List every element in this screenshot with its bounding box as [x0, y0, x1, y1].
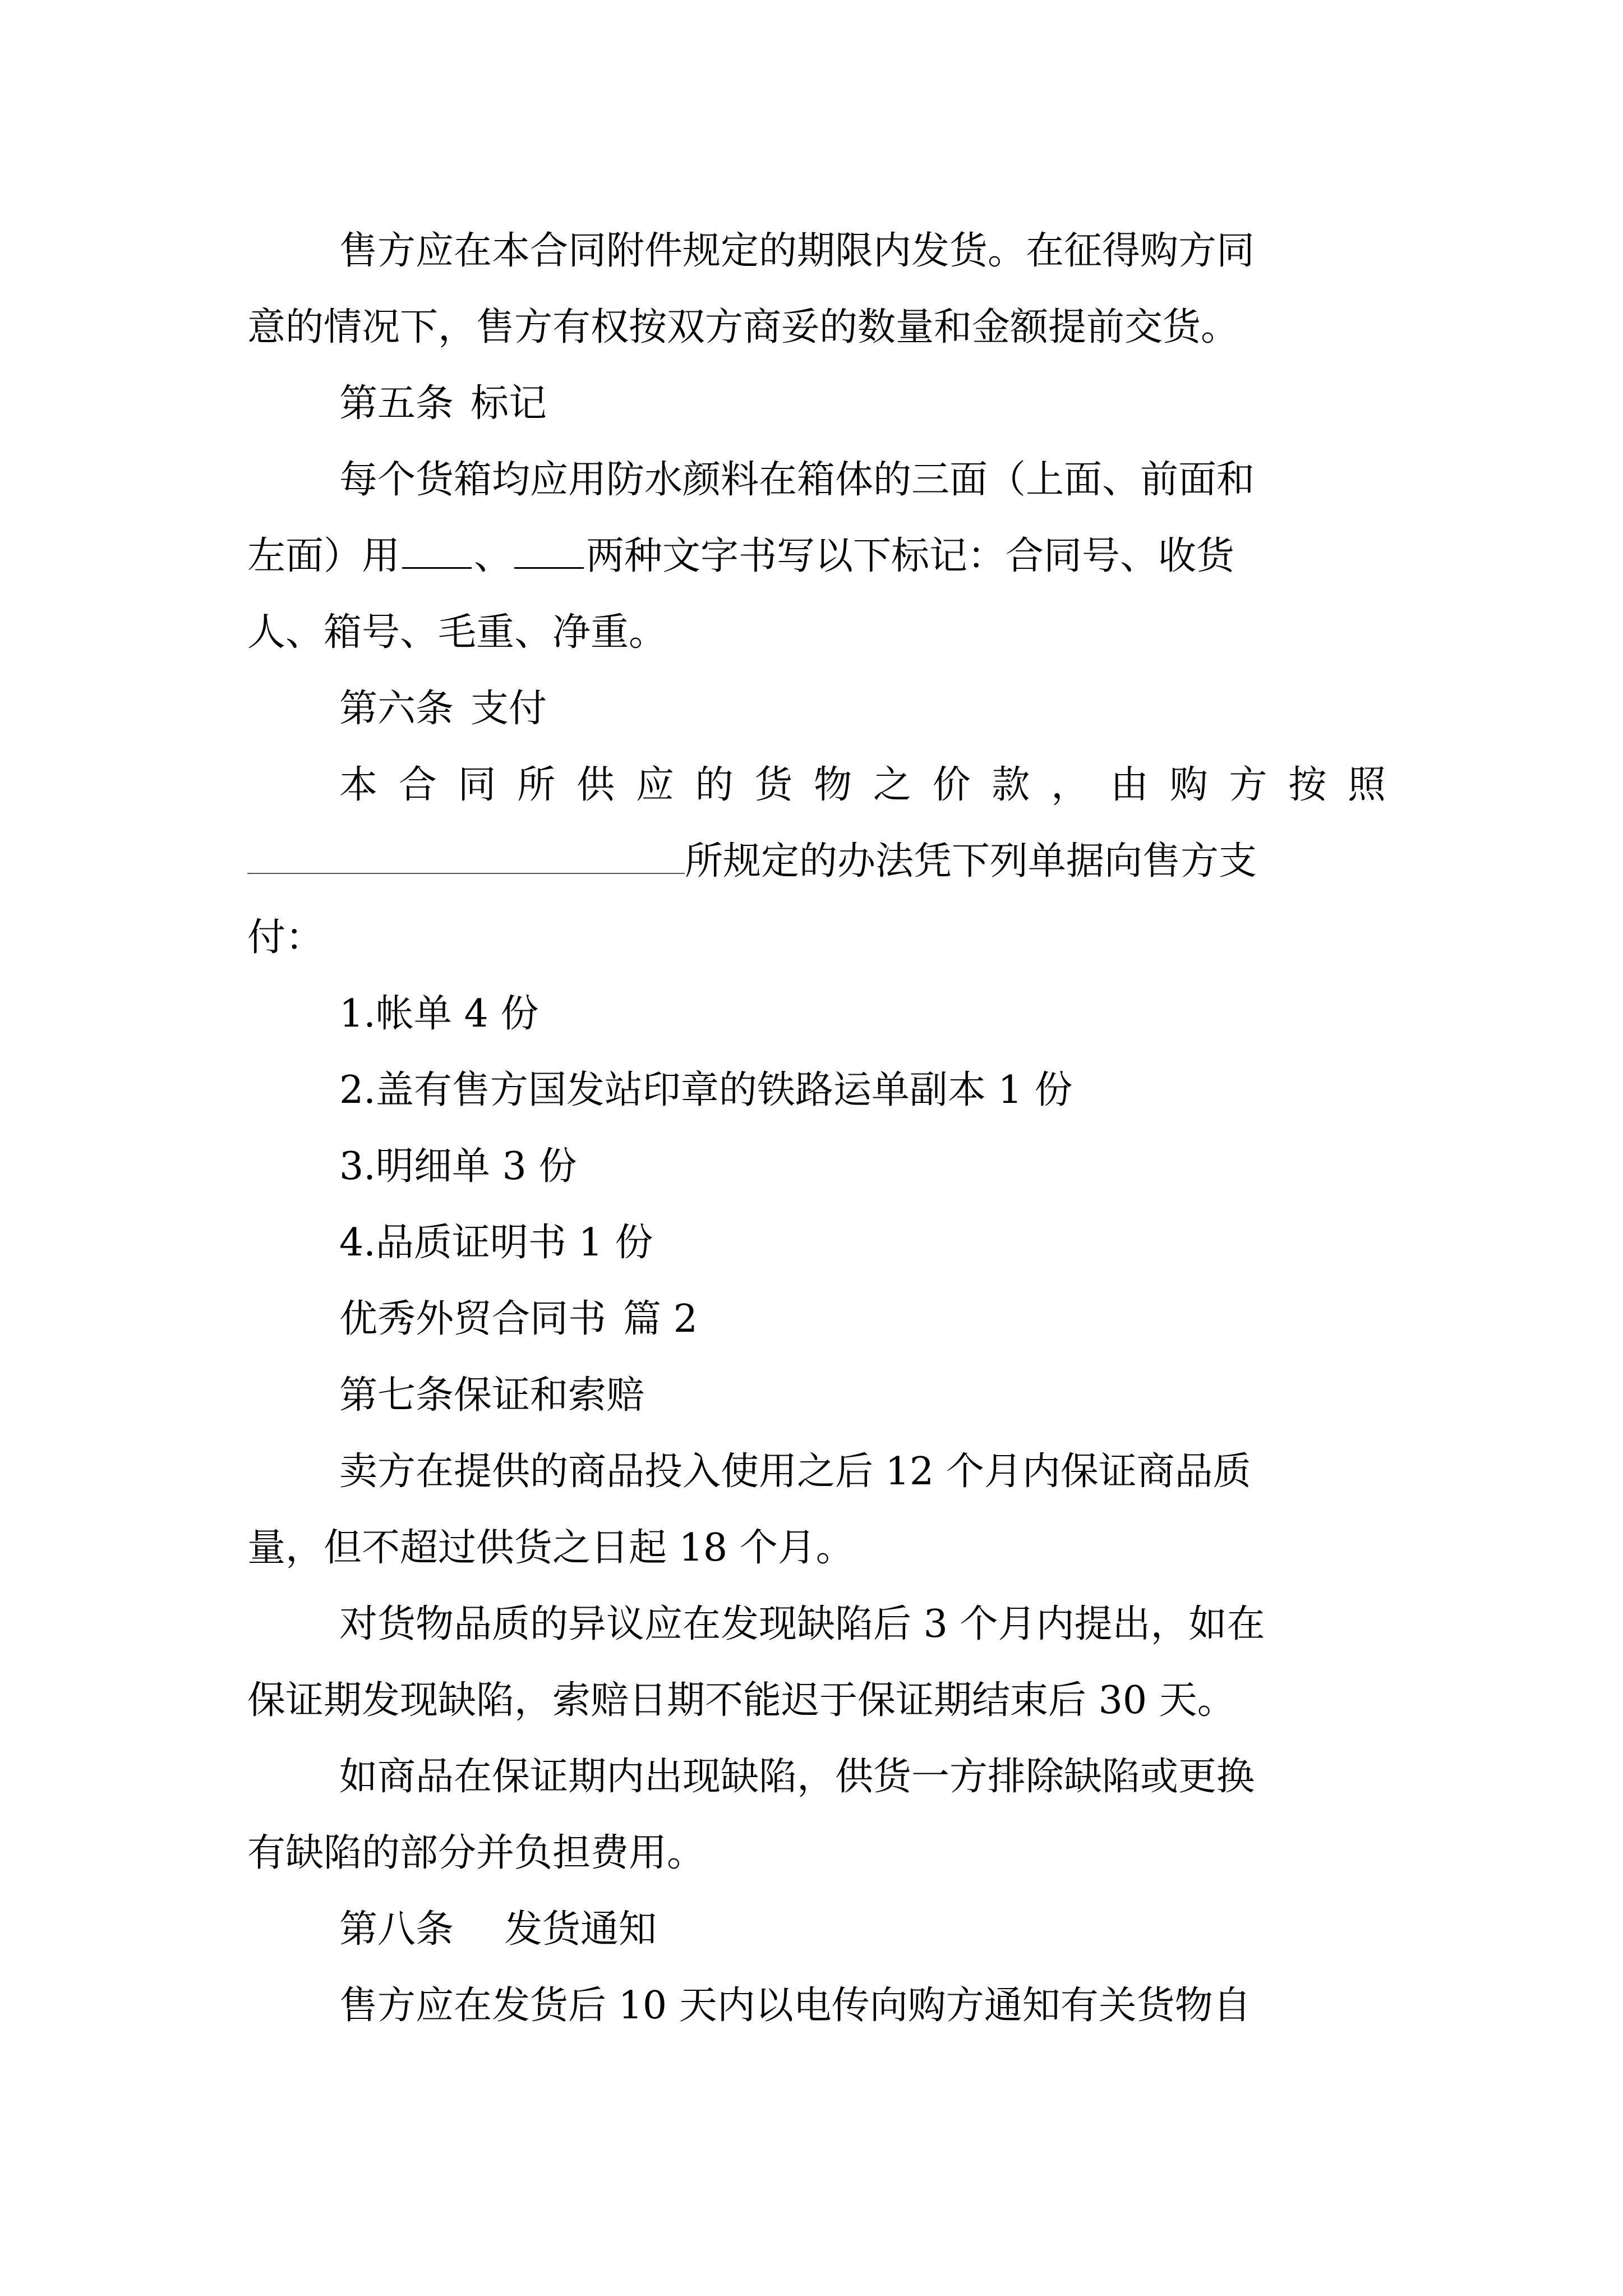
- paragraph-marking-line-1: 每个货箱均应用防水颜料在箱体的三面（上面、前面和: [339, 458, 1255, 502]
- marking-separator: 、: [474, 534, 513, 578]
- paragraph-defect-line-2: 有缺陷的部分并负担费用。: [247, 1831, 706, 1875]
- paragraph-payment-line-2: [247, 823, 1386, 900]
- marking-line-2-suffix: 两种文字书写以下标记：合同号、收货: [586, 534, 1235, 578]
- paragraph-objection-line-2: 保证期发现缺陷，索赔日期不能迟于保证期结束后 30 天。: [247, 1678, 1235, 1723]
- article-6-number: 第六条: [339, 687, 454, 731]
- list-item: 1.帐单 4 份: [339, 992, 539, 1036]
- payment-method-blank: [247, 839, 685, 874]
- list-item: 3.明细单 3 份: [339, 1144, 577, 1189]
- paragraph-warranty-line-1: 卖方在提供的商品投入使用之后 12 个月内保证商品质: [339, 1450, 1251, 1494]
- section-part: 篇 2: [623, 1297, 698, 1341]
- payment-line-2-suffix: 所规定的办法凭下列单据向售方支: [685, 839, 1257, 884]
- paragraph-marking-line-3: 人、箱号、毛重、净重。: [247, 610, 667, 655]
- document-page: [247, 213, 1386, 2044]
- article-8-title: 发货通知: [504, 1907, 657, 1952]
- language-blank-2: [514, 533, 584, 569]
- paragraph-objection-line-1: 对货物品质的异议应在发现缺陷后 3 个月内提出，如在: [339, 1602, 1265, 1646]
- list-item: 2.盖有售方国发站印章的铁路运单副本 1 份: [339, 1068, 1073, 1112]
- paragraph-marking-line-2: [247, 518, 1386, 595]
- section-heading: [247, 1281, 1386, 1358]
- paragraph-delivery-line-2: 意的情况下，售方有权按双方商妥的数量和金额提前交货。: [247, 305, 1239, 349]
- paragraph-warranty-line-2: 量，但不超过供货之日起 18 个月。: [247, 1526, 854, 1570]
- paragraph-delivery-line-1: 售方应在本合同附件规定的期限内发货。在征得购方同: [339, 229, 1255, 273]
- article-5-number: 第五条: [339, 381, 454, 426]
- article-7-heading: 第七条保证和索赔: [339, 1373, 645, 1418]
- paragraph-payment-line-3: 付：: [247, 915, 324, 960]
- article-6-title: 支付: [471, 687, 547, 731]
- section-title: 优秀外贸合同书: [339, 1297, 607, 1341]
- article-6-heading: [247, 671, 1386, 747]
- article-5-heading: [247, 366, 1386, 442]
- article-5-title: 标记: [471, 381, 547, 426]
- article-8-number: 第八条: [339, 1907, 454, 1952]
- paragraph-payment-line-1: 本 合 同 所 供 应 的 货 物 之 价 款 ， 由 购 方 按 照: [339, 763, 1386, 807]
- paragraph-defect-line-1: 如商品在保证期内出现缺陷，供货一方排除缺陷或更换: [339, 1755, 1255, 1799]
- language-blank-1: [402, 533, 472, 569]
- marking-line-2-prefix: 左面）用: [247, 534, 400, 578]
- article-8-heading: [247, 1892, 1386, 1968]
- paragraph-notice-line-1: 售方应在发货后 10 天内以电传向购方通知有关货物自: [339, 1984, 1251, 2028]
- list-item: 4.品质证明书 1 份: [339, 1221, 653, 1265]
